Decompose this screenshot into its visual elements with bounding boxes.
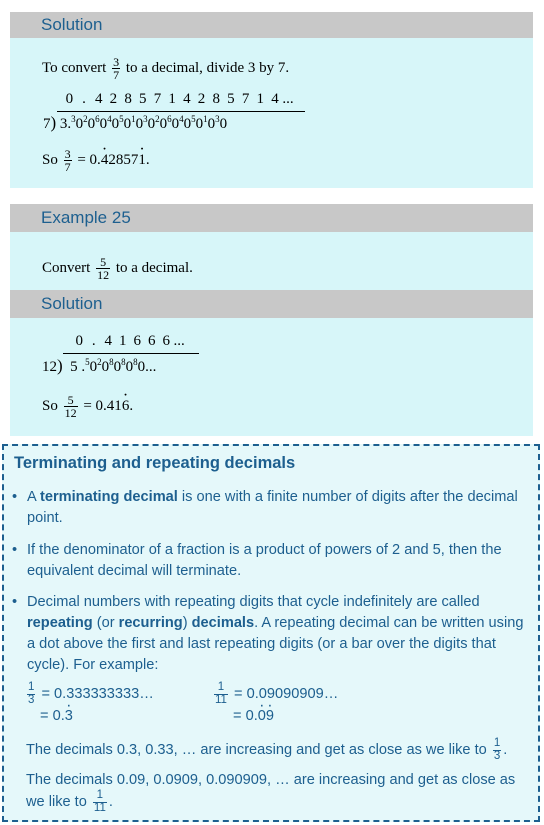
dividend-digit: 0 [137,359,146,375]
dividend: 3. [59,116,72,132]
carry-remainder: 8 [121,357,126,367]
limit-line-1 [26,738,507,762]
quotient-digit: 4 [271,91,279,107]
limit-end: . [503,741,508,758]
solution-2-header [10,290,533,318]
division-bracket: ) [50,113,57,132]
quotient-digit: 6 [133,333,141,349]
limit-end: . [108,793,113,810]
quotient-digit: 5 [139,91,147,107]
solution-2-result [42,394,133,419]
example-one-eleventh-short [233,708,274,724]
bullet-text-part: is one with a finite number of digits after the decimal point. [27,489,518,526]
short-form-prefix: = 0. [233,708,258,724]
dividend-digit: 0 [89,359,98,375]
numerator: 1 [493,737,501,749]
denominator: 12 [64,406,77,420]
result-eq: = 0.41 [83,397,122,414]
quotient-digit: ... [282,91,294,107]
dividend-digit: 0 [99,116,108,132]
bullet-bold: recurring [118,615,183,631]
bullet-text [27,487,532,529]
numerator: 5 [100,255,107,269]
quotient-digit: ... [173,333,185,349]
result-digit: 7 [130,151,139,168]
division-bar [57,111,305,112]
carry-remainder: 4 [107,114,112,124]
dividend-digit: 0 [113,359,122,375]
bullet-text-part: Decimal numbers with repeating digits that cycle indefinitely are called [27,594,480,610]
fraction-3-7 [112,56,120,81]
solution-header [10,12,533,38]
quotient-digit: . [91,333,96,349]
dividend-digit: 0 [125,359,134,375]
carry-remainder: 8 [109,357,114,367]
carry-remainder: 5 [119,114,124,124]
decimal-point: . [81,359,86,375]
example-header [10,204,533,232]
bullet-bold: terminating decimal [39,489,178,505]
divisor: 12 [42,359,57,375]
example-long-form: = 0.09090909… [234,685,339,702]
example-one-third-short [40,708,73,724]
bullet-text-part: ) [182,615,192,631]
quotient-digit: 4 [94,91,103,107]
repeat-digit: · 9 [266,708,274,724]
numerator: 1 [217,681,225,693]
quotient-digit: 2 [197,91,206,107]
carry-remainder: 5 [191,114,196,124]
quotient-digit: 8 [212,91,220,107]
example-text [42,256,193,281]
carry-remainder: 3 [143,114,148,124]
dividend-digit: 0 [147,116,156,132]
result-digits [101,152,146,168]
dividend-digit: 0 [159,116,168,132]
result-so: So [42,151,58,168]
quotient-digit: 8 [124,91,132,107]
result-end: . [145,151,150,168]
fraction-1-11-limit [93,790,107,814]
result-digit: 5 [123,151,131,168]
limit-line-2 [26,770,515,814]
denominator: 3 [493,749,501,762]
fraction-1-11 [214,682,228,706]
info-box [2,444,540,822]
bullet-denominator [12,540,532,582]
divisor: 7 [43,116,51,132]
quotient-digit: . [82,91,86,107]
dividend-digits [85,359,145,375]
carry-remainder: 4 [179,114,184,124]
solution-2-header-label: Solution [41,294,103,313]
bullet-icon: • [12,542,18,558]
limit-text: The decimals 0.3, 0.33, … are increasing and get as close as we like to [26,741,487,758]
carry-remainder: 6 [167,114,172,124]
quotient-digit: 5 [227,91,235,107]
division-2-dividend-row [42,356,156,376]
fraction-5-12-result [64,394,78,419]
result-digit: · 4 [101,152,109,169]
carry-remainder: 2 [97,357,102,367]
intro-text: To convert [42,59,107,76]
limit-text-2: we like to [26,793,87,810]
example-header-label: Example 25 [41,208,131,227]
quotient-digit: 4 [183,91,191,107]
solution-intro [42,56,289,81]
quotient-digit: 7 [241,91,250,107]
dividend-digit: 0 [195,116,204,132]
denominator: 11 [215,693,227,706]
carry-remainder: 5 [85,357,90,367]
carry-remainder: 1 [203,114,208,124]
numerator: 3 [113,55,120,69]
quotient-digit: 0 [65,91,74,107]
fraction-1-3 [27,682,35,706]
quotient-digit: 4 [104,333,112,349]
carry-remainder: 2 [155,114,160,124]
dividend: 5 [70,359,78,375]
dividend-digit: 0 [87,116,96,132]
result-end: . [129,397,134,414]
numerator: 1 [96,789,104,801]
example-long-form: = 0.333333333… [41,685,154,702]
result-eq: = 0. [77,151,101,168]
dividend-digit: 0 [123,116,132,132]
result-digit: 2 [108,151,116,168]
bullet-bold: repeating [27,615,93,631]
bullet-bold: decimals [191,615,255,631]
bullet-icon: • [12,489,18,505]
dividend-digit: 0 [207,116,216,132]
dividend-digit: 0 [171,116,180,132]
intro-text-2: to a decimal, divide 3 by 7. [125,59,290,76]
solution-header-label: Solution [41,15,103,34]
carry-remainder: 3 [215,114,220,124]
short-form-prefix: = 0. [40,708,65,724]
numerator: 3 [64,147,71,161]
bullet-repeating [12,592,532,676]
repeat-digit: · 0 [258,708,266,724]
denominator: 12 [97,268,110,282]
example-one-eleventh [212,682,338,706]
quotient-digit: 6 [162,333,170,349]
quotient-digit: 1 [168,91,176,107]
result-repeat-digit: · 6 [122,398,130,415]
quotient-digit: 1 [256,91,265,107]
quotient-digit: 7 [153,91,162,107]
limit-text: The decimals 0.09, 0.0909, 0.090909, … are increasing and get as close as [26,772,516,788]
denominator: 7 [64,160,71,174]
fraction-1-3-limit [493,738,501,762]
denominator: 7 [113,68,120,82]
carry-remainder: 8 [133,357,138,367]
quotient-digit: 1 [119,333,127,349]
info-box-title: Terminating and repeating decimals [14,454,296,472]
dividend-digits [71,116,227,132]
dividend-digit: 0 [219,116,228,132]
bullet-text-part: (or [92,615,119,631]
carry-remainder: 3 [71,114,76,124]
quotient-digit: 2 [109,91,118,107]
division-2-quotient [72,333,185,350]
result-digit: · 1 [138,152,146,169]
example-one-third [25,682,154,706]
quotient-digit: 0 [75,333,83,349]
bullet-text [27,592,532,676]
division-dividend-row [43,113,227,133]
fraction-3-7-result [64,148,72,173]
bullet-text: If the denominator of a fraction is a product of powers of 2 and 5, then the equivalent decimal will terminate. [27,542,502,579]
dividend-digit: 0 [135,116,144,132]
numerator: 5 [67,393,74,407]
dividend-digit: 0 [183,116,192,132]
result-digit: 8 [115,151,124,168]
result-so: So [42,397,58,414]
division-2-bar [63,353,199,354]
numerator: 1 [28,681,35,693]
fraction-5-12 [96,256,110,281]
denominator: 3 [28,693,35,706]
division-quotient [62,91,294,108]
bullet-text-part: . A repeating decimal can be written using a dot above the first and last repeating digits (or a bar over the digits that cycle). For example: [27,615,524,673]
dividend-digit: 0 [111,116,120,132]
bullet-text-part: A [27,489,40,505]
carry-remainder: 2 [83,114,88,124]
example-text-b: to a decimal. [115,259,193,276]
dividend-digit: 0 [101,359,110,375]
division-bracket: ) [57,356,63,375]
repeat-digit: · 3 [65,708,73,724]
carry-remainder: 1 [131,114,136,124]
bullet-terminating [12,487,532,529]
dividend-ellipsis: ... [145,359,157,375]
carry-remainder: 6 [95,114,100,124]
example-text-a: Convert [42,259,91,276]
bullet-icon: • [12,594,18,610]
denominator: 11 [93,801,106,814]
quotient-digit: 6 [148,333,156,349]
dividend-digit: 0 [75,116,84,132]
solution-result [42,148,150,173]
